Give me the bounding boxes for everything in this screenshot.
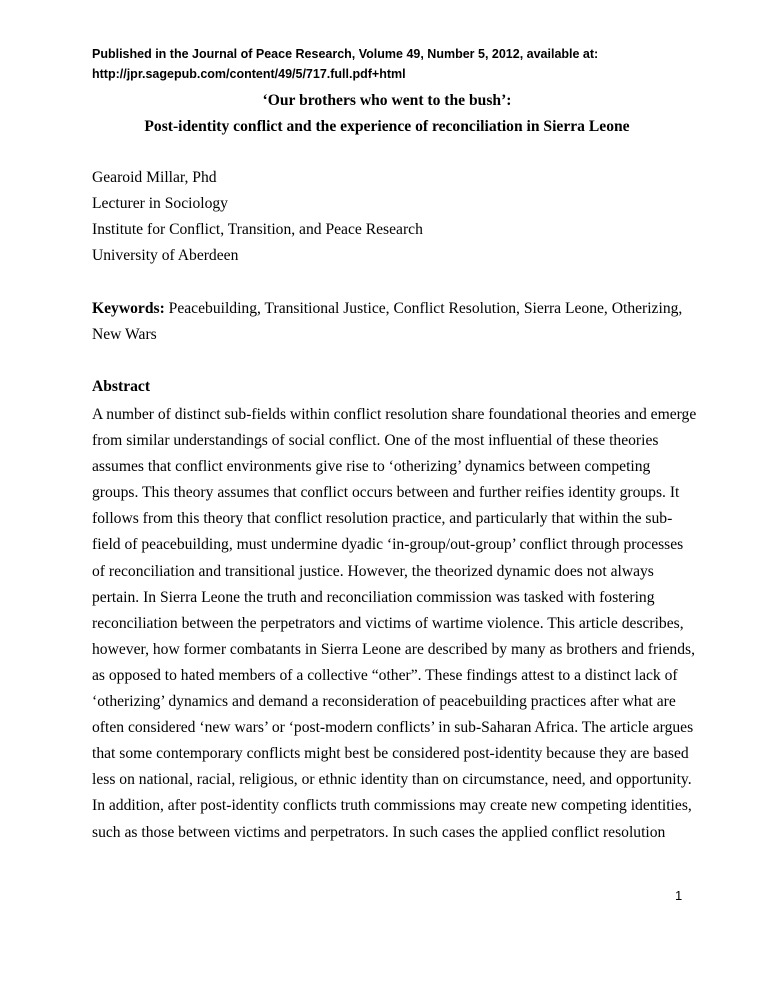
paper-title: ‘Our brothers who went to the bush’: — [262, 92, 512, 109]
keywords-continued: New Wars — [92, 326, 157, 343]
abstract-line: follows from this theory that conflict resolution practice, and particularly that within the sub- — [92, 510, 673, 528]
author-university: University of Aberdeen — [92, 247, 239, 264]
author-institute: Institute for Conflict, Transition, and Peace Research — [92, 221, 423, 238]
author-name: Gearoid Millar, Phd — [92, 169, 217, 186]
keywords-label: Keywords: — [92, 300, 165, 317]
abstract-line: such as those between victims and perpetrators. In such cases the applied conflict resolution — [92, 823, 666, 841]
abstract-line: often considered ‘new wars’ or ‘post-modern conflicts’ in sub-Saharan Africa. The article argues — [92, 719, 694, 737]
publication-url: http://jpr.sagepub.com/content/49/5/717.full.pdf+html — [92, 67, 406, 81]
abstract-line: of reconciliation and transitional justice. However, the theorized dynamic does not always — [92, 562, 654, 580]
abstract-line: pertain. In Sierra Leone the truth and reconciliation commission was tasked with fostering — [92, 588, 655, 606]
abstract-line: field of peacebuilding, must undermine dyadic ‘in-group/out-group’ conflict through processes — [92, 536, 684, 554]
abstract-heading: Abstract — [92, 378, 151, 395]
abstract-line: reconciliation between the perpetrators and victims of wartime violence. This article describes, — [92, 614, 684, 632]
abstract-line: as opposed to hated members of a collective “other”. These findings attest to a distinct lack of — [92, 666, 678, 684]
abstract-line: A number of distinct sub-fields within conflict resolution share foundational theories and emerge — [92, 406, 697, 423]
abstract-line: less on national, racial, religious, or ethnic identity than on circumstance, need, and opportunity. — [92, 771, 692, 789]
abstract-line: from similar understandings of social conflict. One of the most influential of these theories — [92, 432, 659, 450]
abstract-line: that some contemporary conflicts might best be considered post-identity because they are based — [92, 745, 689, 763]
keywords-list: Peacebuilding, Transitional Justice, Conflict Resolution, Sierra Leone, Otherizing, — [164, 300, 683, 317]
publication-line: Published in the Journal of Peace Research, Volume 49, Number 5, 2012, available at: — [92, 47, 599, 61]
abstract-body — [92, 402, 697, 846]
abstract-line: assumes that conflict environments give rise to ‘otherizing’ dynamics between competing — [92, 458, 651, 476]
page-number: 1 — [675, 888, 683, 903]
abstract-line: ‘otherizing’ dynamics and demand a reconsideration of peacebuilding practices after what are — [92, 693, 676, 711]
keywords — [92, 300, 682, 318]
abstract-line: groups. This theory assumes that conflict occurs between and further reifies identity groups. It — [92, 484, 680, 502]
abstract-line: however, how former combatants in Sierra Leone are described by many as brothers and friends, — [92, 640, 695, 658]
paper-subtitle: Post-identity conflict and the experience of reconciliation in Sierra Leone — [144, 118, 630, 135]
abstract-line: In addition, after post-identity conflicts truth commissions may create new competing identities, — [92, 797, 692, 815]
publication-info — [92, 44, 598, 84]
author-position: Lecturer in Sociology — [92, 195, 228, 212]
